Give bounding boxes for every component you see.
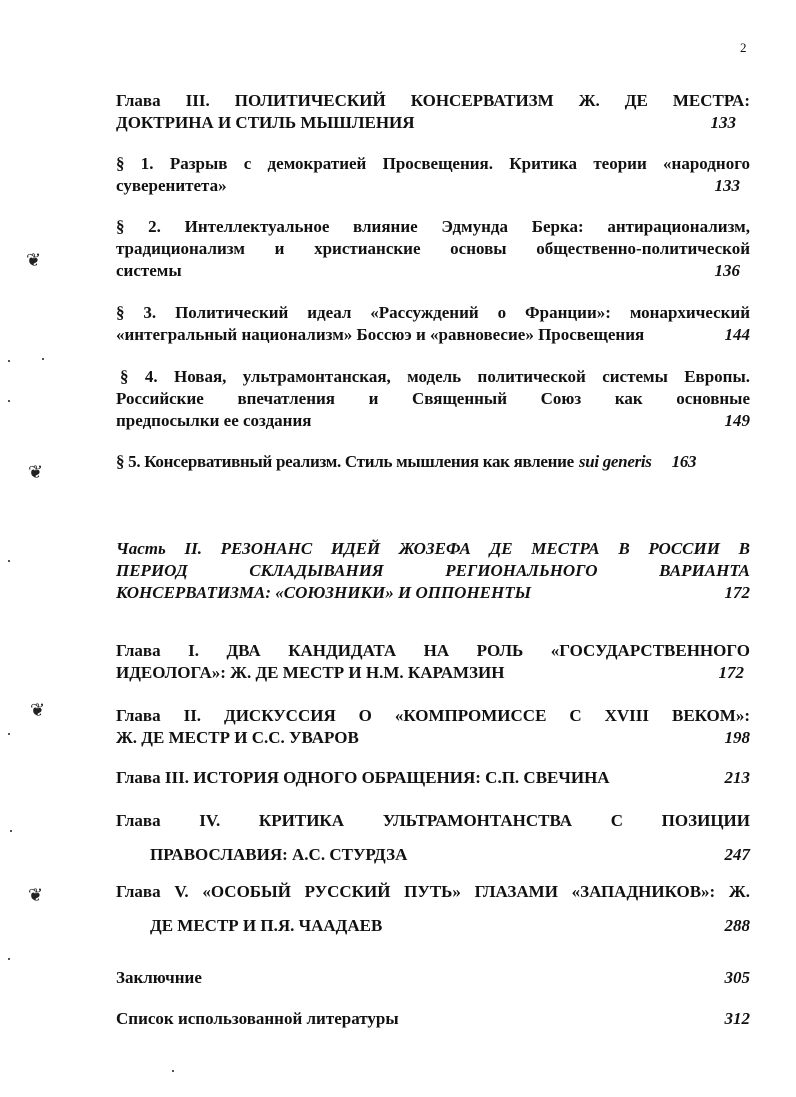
toc-entry-chapter-3[interactable]: [116, 90, 750, 134]
toc-entry-section-3[interactable]: [116, 302, 750, 346]
toc-entry-section-5[interactable]: [116, 451, 750, 473]
scan-speck: [42, 358, 44, 360]
toc-line: Ж. ДЕ МЕСТР И С.С. УВАРОВ: [116, 728, 359, 747]
scan-speck: [10, 830, 12, 832]
toc-line: ПЕРИОД СКЛАДЫВАНИЯ РЕГИОНАЛЬНОГО ВАРИАНТА: [116, 561, 750, 580]
toc-line: § 1. Разрыв с демократией Просвещения. Критика теории «народного: [116, 154, 750, 173]
toc-line: ИДЕОЛОГА»: Ж. ДЕ МЕСТР И Н.М. КАРАМЗИН: [116, 663, 505, 682]
margin-ink-mark-icon: ❦: [26, 250, 42, 270]
toc-entry-chapter-4[interactable]: [116, 810, 750, 866]
scan-speck: [8, 958, 10, 960]
toc-entry-chapter-5[interactable]: [116, 881, 750, 937]
margin-ink-mark-icon: ❦: [30, 700, 46, 720]
toc-page-number: 133: [710, 113, 736, 132]
toc-line: традиционализм и христианские основы общественно-политической: [116, 239, 750, 258]
toc-page-number: 247: [724, 845, 750, 864]
toc-italic-term: sui generis: [578, 452, 652, 471]
toc-line: Глава I. ДВА КАНДИДАТА НА РОЛЬ «ГОСУДАРСТВЕННОГО: [116, 641, 750, 660]
toc-line: ДОКТРИНА И СТИЛЬ МЫШЛЕНИЯ: [116, 113, 415, 132]
toc-line: Глава III. ИСТОРИЯ ОДНОГО ОБРАЩЕНИЯ: С.П. СВЕЧИНА: [116, 768, 610, 787]
toc-line: ДЕ МЕСТР И П.Я. ЧААДАЕВ: [150, 916, 383, 935]
toc-entry-bibliography[interactable]: [116, 1008, 750, 1030]
toc-entry-conclusion[interactable]: [116, 967, 750, 989]
toc-page-number: 133: [714, 176, 740, 195]
toc-page-number: 163: [671, 452, 697, 471]
toc-page-number: 172: [724, 583, 750, 602]
toc-line: Часть II. РЕЗОНАНС ИДЕЙ ЖОЗЕФА ДЕ МЕСТРА В РОССИИ В: [116, 539, 750, 558]
scan-speck: [8, 733, 10, 735]
toc-page-number: 305: [724, 968, 750, 987]
margin-ink-mark-icon: ❦: [28, 885, 44, 905]
toc-page-number: 144: [724, 325, 750, 344]
toc-page-number: 149: [724, 411, 750, 430]
toc-page-number: 213: [724, 768, 750, 787]
toc-line: ПРАВОСЛАВИЯ: А.С. СТУРДЗА: [150, 845, 408, 864]
toc-line: § 3. Политический идеал «Рассуждений о Франции»: монархический: [116, 303, 750, 322]
scan-speck: [8, 400, 10, 402]
toc-line: Заключние: [116, 968, 202, 987]
toc-line: Глава V. «ОСОБЫЙ РУССКИЙ ПУТЬ» ГЛАЗАМИ «ЗАПАДНИКОВ»: Ж.: [116, 882, 750, 901]
toc-entry-part-2[interactable]: [116, 538, 750, 604]
toc-line: Глава III. ПОЛИТИЧЕСКИЙ КОНСЕРВАТИЗМ Ж. ДЕ МЕСТРА:: [116, 91, 750, 110]
toc-entry-chapter-3-part-2[interactable]: [116, 767, 750, 789]
toc-page-number: 288: [724, 916, 750, 935]
toc-line: Глава II. ДИСКУССИЯ О «КОМПРОМИССЕ С XVIII ВЕКОМ»:: [116, 706, 750, 725]
toc-line: суверенитета»: [116, 176, 227, 195]
toc-line: Список использованной литературы: [116, 1009, 399, 1028]
toc-page-number: 172: [718, 663, 744, 682]
toc-line: § 4. Новая, ультрамонтанская, модель политической системы Европы.: [120, 367, 750, 386]
toc-entry-chapter-1[interactable]: [116, 640, 750, 684]
toc-entry-section-4[interactable]: [116, 366, 750, 432]
toc-line: Российские впечатления и Священный Союз как основные: [116, 389, 750, 408]
toc-page-number: 198: [724, 728, 750, 747]
page-number: 2: [740, 40, 747, 55]
margin-ink-mark-icon: ❦: [28, 462, 44, 482]
toc-page-number: 136: [714, 261, 740, 280]
toc-line: Глава IV. КРИТИКА УЛЬТРАМОНТАНСТВА С ПОЗИЦИИ: [116, 811, 750, 830]
scan-speck: [172, 1070, 174, 1072]
toc-page-number: 312: [724, 1009, 750, 1028]
scan-speck: [8, 560, 10, 562]
toc-entry-section-2[interactable]: [116, 216, 750, 282]
toc-line: § 5. Консервативный реализм. Стиль мышления как явление: [116, 452, 574, 471]
toc-line: КОНСЕРВАТИЗМА: «СОЮЗНИКИ» И ОППОНЕНТЫ: [116, 583, 532, 602]
toc-line: «интегральный национализм» Боссюэ и «равновесие» Просвещения: [116, 325, 645, 344]
scan-speck: [8, 360, 10, 362]
toc-entry-chapter-2[interactable]: [116, 705, 750, 749]
toc-entry-section-1[interactable]: [116, 153, 750, 197]
toc-line: предпосылки ее создания: [116, 411, 312, 430]
toc-line: системы: [116, 261, 182, 280]
toc-line: § 2. Интеллектуальное влияние Эдмунда Берка: антирационализм,: [116, 217, 750, 236]
